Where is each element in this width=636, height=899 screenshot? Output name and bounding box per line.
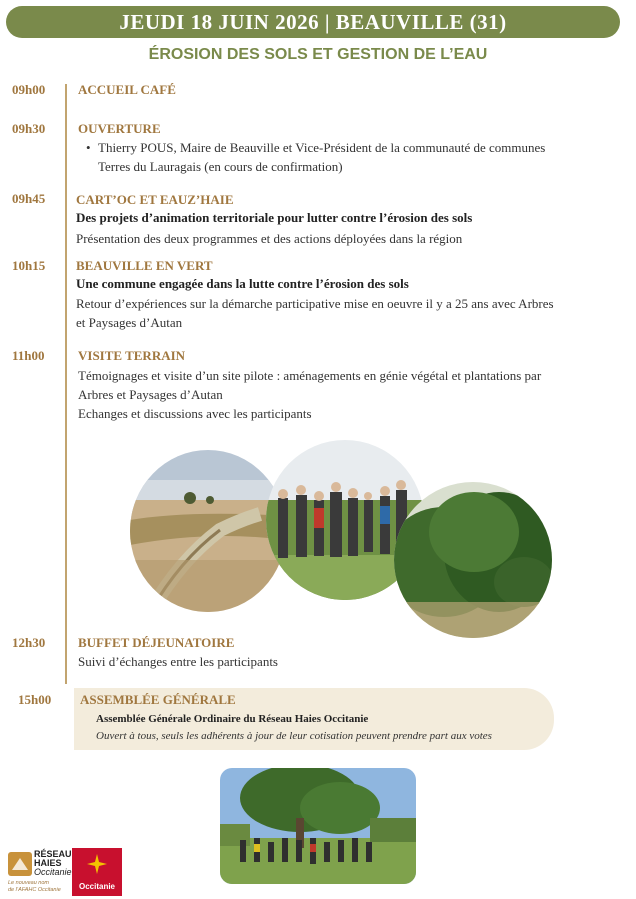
visite-description-line3: Echanges et discussions avec les participants — [78, 406, 312, 421]
region-name: Occitanie — [78, 882, 115, 891]
logo-tagline-1: Le nouveau nom — [8, 880, 49, 886]
timeline-line — [65, 84, 67, 684]
beauville-subtitle: Une commune engagée dans la lutte contre l’érosion des sols — [76, 276, 409, 291]
photo-hedge — [394, 482, 552, 638]
haies-word: HAIES — [34, 858, 62, 868]
visite-description-line2: Arbres et Paysages d’Autan — [78, 387, 223, 402]
logo-tagline-2: de l’AFAHC Occitanie — [8, 887, 61, 893]
time-0945: 09h45 — [12, 191, 46, 206]
reseau-haies-emblem-icon — [8, 852, 32, 876]
heading-cartoc: CART’OC ET EAUZ’HAIE — [76, 192, 234, 207]
cartoc-subtitle: Des projets d’animation territoriale pour lutter contre l’érosion des sols — [76, 210, 473, 225]
event-subtitle: ÉROSION DES SOLS ET GESTION DE L’EAU — [148, 46, 488, 63]
assembly-note: Ouvert à tous, seuls les adhérents à jour de leur cotisation peuvent prendre part aux votes — [96, 730, 492, 742]
photo-erosion-field — [130, 450, 286, 612]
reseau-word: RÉSEAU — [34, 849, 72, 859]
region-occitanie-logo — [72, 848, 122, 896]
time-1100: 11h00 — [12, 348, 45, 363]
assembly-subtitle: Assemblée Générale Ordinaire du Réseau Haies Occitanie — [96, 713, 369, 725]
time-1500: 15h00 — [18, 692, 52, 707]
heading-ouverture: OUVERTURE — [78, 121, 161, 136]
opening-speaker-line1: • Thierry POUS, Maire de Beauville et Vice-Président de la communauté de communes — [98, 138, 618, 157]
opening-speaker-line2: Terres du Lauragais (en cours de confirmation) — [98, 159, 343, 174]
occitanie-word: Occitanie — [34, 867, 72, 877]
photo-group-under-tree — [220, 768, 416, 884]
occitan-cross-icon — [85, 852, 109, 876]
heading-assemblee: ASSEMBLÉE GÉNÉRALE — [80, 692, 236, 707]
time-0930: 09h30 — [12, 121, 46, 136]
heading-visite: VISITE TERRAIN — [78, 348, 186, 363]
heading-buffet: BUFFET DÉJEUNATOIRE — [78, 635, 235, 650]
cartoc-description: Présentation des deux programmes et des actions déployées dans la région — [76, 231, 463, 246]
heading-beauville: BEAUVILLE EN VERT — [76, 258, 213, 273]
reseau-haies-logo — [6, 848, 70, 896]
beauville-description-line1: Retour d’expériences sur la démarche participative mise en oeuvre il y a 25 ans avec Arbres — [76, 296, 554, 311]
time-0900: 09h00 — [12, 82, 46, 97]
time-1015: 10h15 — [12, 258, 46, 273]
heading-accueil: ACCUEIL CAFÉ — [78, 82, 176, 97]
beauville-description-line2: et Paysages d’Autan — [76, 315, 183, 330]
time-1230: 12h30 — [12, 635, 46, 650]
visite-description-line1: Témoignages et visite d’un site pilote : aménagements en génie végétal et plantations par — [78, 368, 542, 383]
date-location-banner: JEUDI 18 JUIN 2026 | BEAUVILLE (31) — [6, 6, 620, 38]
buffet-description: Suivi d’échanges entre les participants — [78, 654, 278, 669]
